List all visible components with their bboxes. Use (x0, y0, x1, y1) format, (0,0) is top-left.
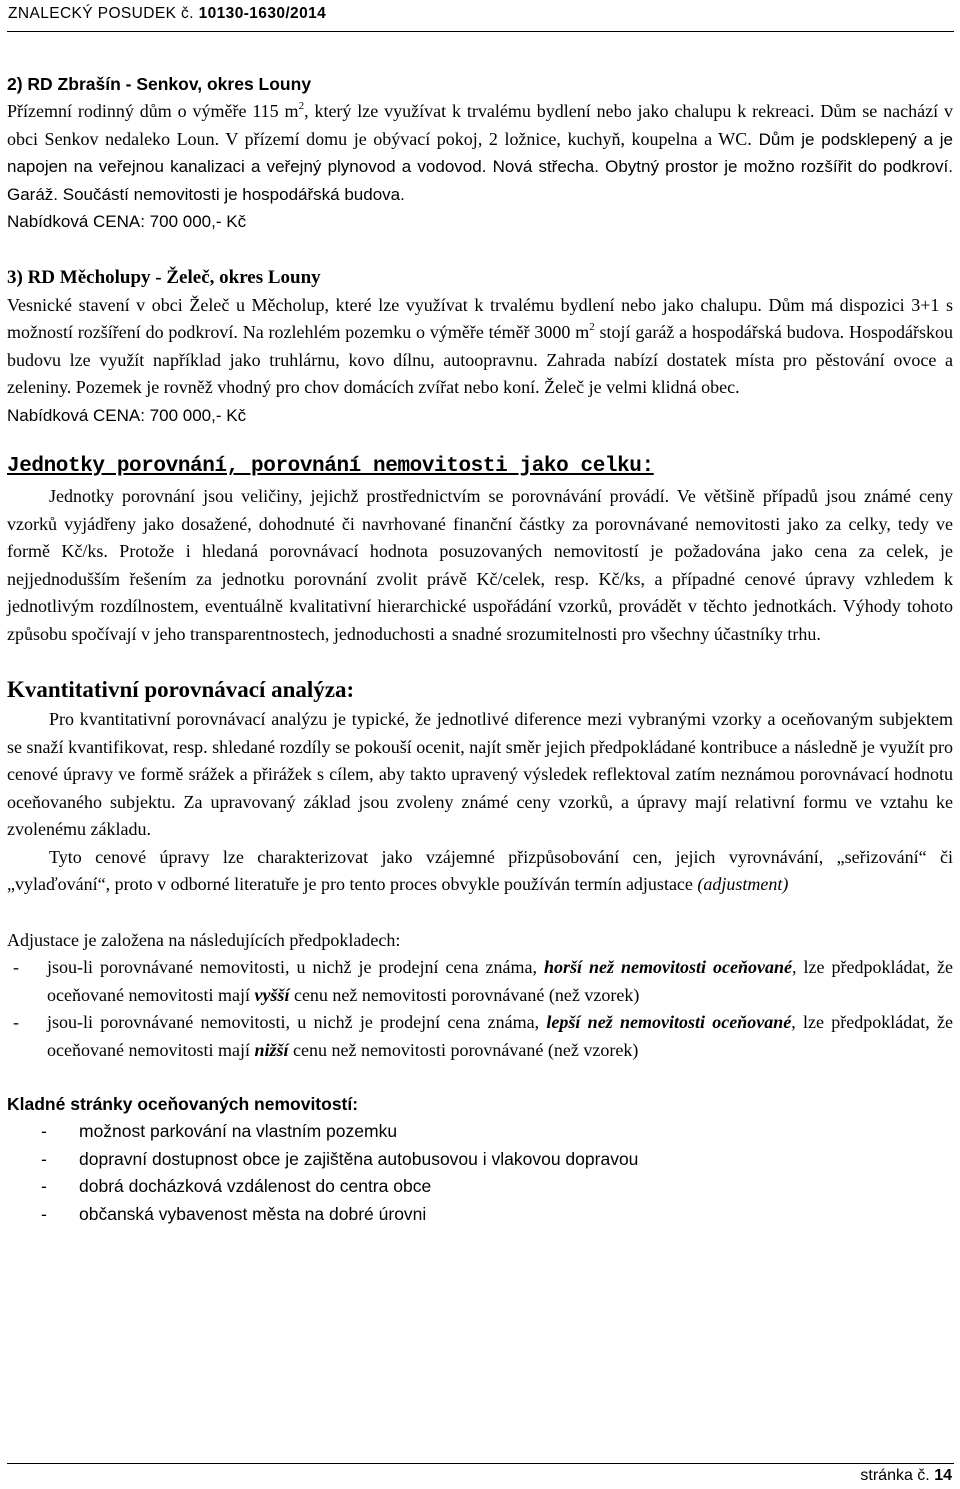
positives-item (7, 1146, 953, 1174)
adjust-item-text: , lze předpokládat, že oceňované nemovitosti mají (47, 1012, 954, 1060)
adjust-item (7, 954, 953, 1009)
adjust-list (7, 954, 953, 1064)
property-3-text-a: Vesnické stavení v obci Želeč u Měcholup, které lze využívat k trvalému bydlení nebo jako chalupu. (7, 294, 762, 315)
adjust-item-text: , lze předpokládat, že oceňované nemovitosti mají (47, 957, 953, 1005)
property-2-text-c: Dům je podsklepený a je napojen na veřejnou kanalizaci a veřejný plynovod a vodovod. Nová střecha. Obytný prostor je možno rozšířit do podkroví. Garáž. Součástí nemovitosti je hospodářská budova. (7, 129, 953, 204)
positives-item (7, 1201, 953, 1229)
quant-paragraph-2-text: Tyto cenové úpravy lze charakterizovat jako vzájemné přizpůsobování cen, jejich vyrovnávání, „seřizování“ či „vylaďování“, proto v odborné literatuře je pro tento proces obvykle používán termín adjustace (7, 846, 953, 894)
adjust-intro: Adjustace je založena na následujících předpokladech: (7, 929, 401, 950)
property-3-text-b: Dům má dispozici 3+1 s možností rozšíření do podkroví. Na rozlehlém pozemku o výměře téměř 3000 m (7, 294, 954, 342)
property-3-text-c: stojí garáž a hospodářská budova. Hospodářskou budovu lze využít například jako truhlárnu, kovo dílnu, autoopravnu. Zahrada nabízí dostatek místa pro pěstování ovoce a zeleniny. Pozemek je rovněž vhodný pro chov domácích zvířat nebo koní. Želeč je velmi klidná obec. (7, 322, 953, 397)
positives-item (7, 1118, 953, 1146)
property-2-text-b: , který lze využívat k trvalému bydlení nebo jako chalupu k rekreaci. Dům se nachází v obci Senkov nedaleko Loun. V přízemí domu je obývací pokoj, 2 ložnice, kuchyň, koupelna a WC. (7, 101, 953, 149)
positives-title: Kladné stránky oceňovaných nemovitostí: (7, 1094, 359, 1114)
positives-list (7, 1118, 953, 1228)
list-dash: - (41, 1121, 47, 1141)
positives-item-text: dobrá docházková vzdálenost do centra obce (79, 1176, 432, 1196)
property-3-price: Nabídková CENA: 700 000,- Kč (7, 405, 247, 425)
page-content (7, 70, 953, 1228)
property-2-price: Nabídková CENA: 700 000,- Kč (7, 212, 247, 231)
adjust-item-emphasis: lepší než nemovitosti oceňované (546, 1012, 792, 1032)
list-dash: - (41, 1148, 47, 1169)
adjust-item-text: jsou-li porovnávané nemovitosti, u nichž je prodejní cena známa, (47, 1012, 547, 1032)
property-3-description (7, 292, 953, 402)
page-number: 14 (934, 1467, 952, 1484)
list-dash: - (41, 1176, 47, 1196)
positives-item (7, 1173, 953, 1201)
units-paragraph: Jednotky porovnání jsou veličiny, jejichž prostřednictvím se porovnávání provádí. Ve většině případů jsou známé ceny vzorků vyjádřeny jako dosažené, dohodnuté či navrhované finanční částky za porovnávané nemovitosti jako za celky, tedy ve formě Kč/ks. Protože i hledaná porovnávací hodnota posuzovaných nemovitostí je požadována jako cena za celek, je nejjednodušším řešením za jednotku porovnání zvolit právě Kč/celek, resp. Kč/ks, a případné cenové úpravy vzhledem k jednotlivým rozdílnostem, eventuálně kvalitativní hierarchické uspořádání vzorků, provádět v těchto jednotkách. Výhody tohoto způsobu spočívají v jeho transparentnostech, jednoduchosti a snadné srozumitelnosti pro všechny účastníky trhu. (7, 486, 953, 644)
list-dash: - (41, 1203, 47, 1224)
header-title-number: 10130-1630/2014 (198, 5, 327, 22)
positives-item-text: dopravní dostupnost obce je zajištěna autobusovou i vlakovou dopravou (79, 1148, 639, 1169)
quant-paragraph-2 (7, 844, 953, 899)
document-header-title (8, 5, 326, 23)
adjust-item-emphasis: vyšší (254, 984, 290, 1005)
list-dash: - (13, 957, 19, 977)
header-divider (7, 31, 954, 32)
page-footer (860, 1467, 952, 1485)
adjust-item-text: jsou-li porovnávané nemovitosti, u nichž je prodejní cena známa, (47, 957, 544, 977)
header-title-prefix: ZNALECKÝ POSUDEK č. (8, 5, 199, 22)
adjust-item (7, 1009, 953, 1064)
adjust-item-emphasis: horší než nemovitosti oceňované (543, 957, 793, 977)
adjust-item-text: cenu než nemovitosti porovnávané (než vzorek) (288, 1039, 639, 1060)
property-2-title: 2) RD Zbrašín - Senkov, okres Louny (7, 74, 312, 94)
quant-paragraph-2-italic: (adjustment) (697, 874, 789, 894)
footer-label: stránka č. (860, 1467, 935, 1484)
positives-item-text: občanská vybavenost města na dobré úrovni (79, 1203, 427, 1224)
quant-heading: Kvantitativní porovnávací analýza: (7, 677, 355, 702)
property-3-title: 3) RD Měcholupy - Želeč, okres Louny (7, 266, 321, 288)
adjust-item-emphasis: nižší (254, 1039, 289, 1060)
property-2-text-a: Přízemní rodinný dům o výměře 115 m (7, 101, 299, 121)
list-dash: - (13, 1012, 19, 1032)
units-heading: Jednotky porovnání, porovnání nemovitosti jako celku: (7, 455, 654, 478)
property-3-superscript: 2 (589, 321, 595, 333)
property-2-description (7, 98, 953, 208)
property-2-superscript: 2 (298, 100, 305, 112)
adjust-item-text: cenu než nemovitosti porovnávané (než vzorek) (289, 984, 640, 1005)
positives-item-text: možnost parkování na vlastním pozemku (79, 1121, 398, 1141)
quant-paragraph-1: Pro kvantitativní porovnávací analýzu je typické, že jednotlivé diference mezi vybranými vzorky a oceňovaným subjektem se snaží kvantifikovat, resp. shledané rozdíly se pokouší ocenit, najít směr jejich předpokládané kontribuce a následně je využít pro cenové úpravy ve formě srážek a přirážek s cílem, aby takto upravený výsledek reflektoval zatím neznámou porovnávací hodnotu oceňovaného subjektu. Za upravovaný základ jsou zvoleny známé ceny vzorků, a úpravy mají relativní formu ve vztahu ke zvolenému základu. (7, 709, 953, 839)
footer-divider (7, 1463, 954, 1464)
